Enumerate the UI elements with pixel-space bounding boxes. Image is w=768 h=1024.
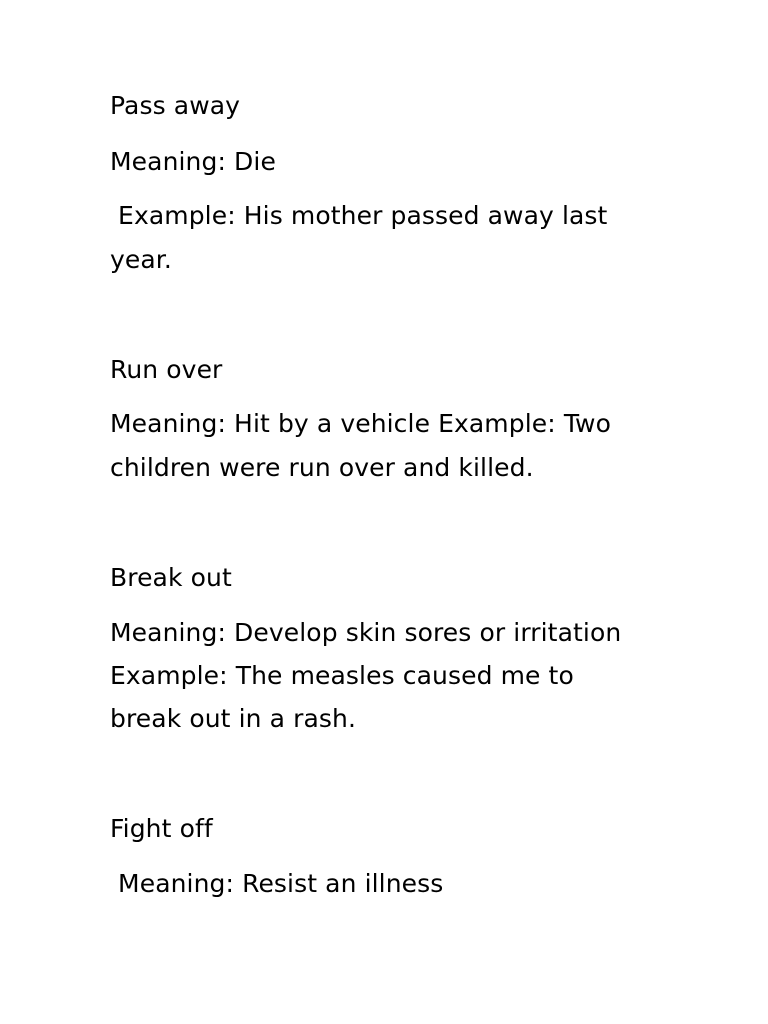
- phrase-heading: Fight off: [110, 814, 213, 843]
- example-line-continued: year.: [110, 245, 172, 274]
- example-line: children were run over and killed.: [110, 453, 534, 482]
- example-line: Example: His mother passed away last: [110, 201, 608, 230]
- phrase-heading: Pass away: [110, 91, 241, 120]
- phrase-heading: Break out: [110, 563, 232, 592]
- phrase-heading: Run over: [110, 355, 223, 384]
- meaning-line: Meaning: Die: [110, 147, 276, 176]
- example-line-continued: break out in a rash.: [110, 704, 357, 733]
- meaning-line: Meaning: Hit by a vehicle Example: Two: [110, 409, 612, 438]
- meaning-line: Meaning: Resist an illness: [110, 869, 444, 898]
- example-line: Example: The measles caused me to: [110, 661, 574, 690]
- meaning-line: Meaning: Develop skin sores or irritation: [110, 618, 622, 647]
